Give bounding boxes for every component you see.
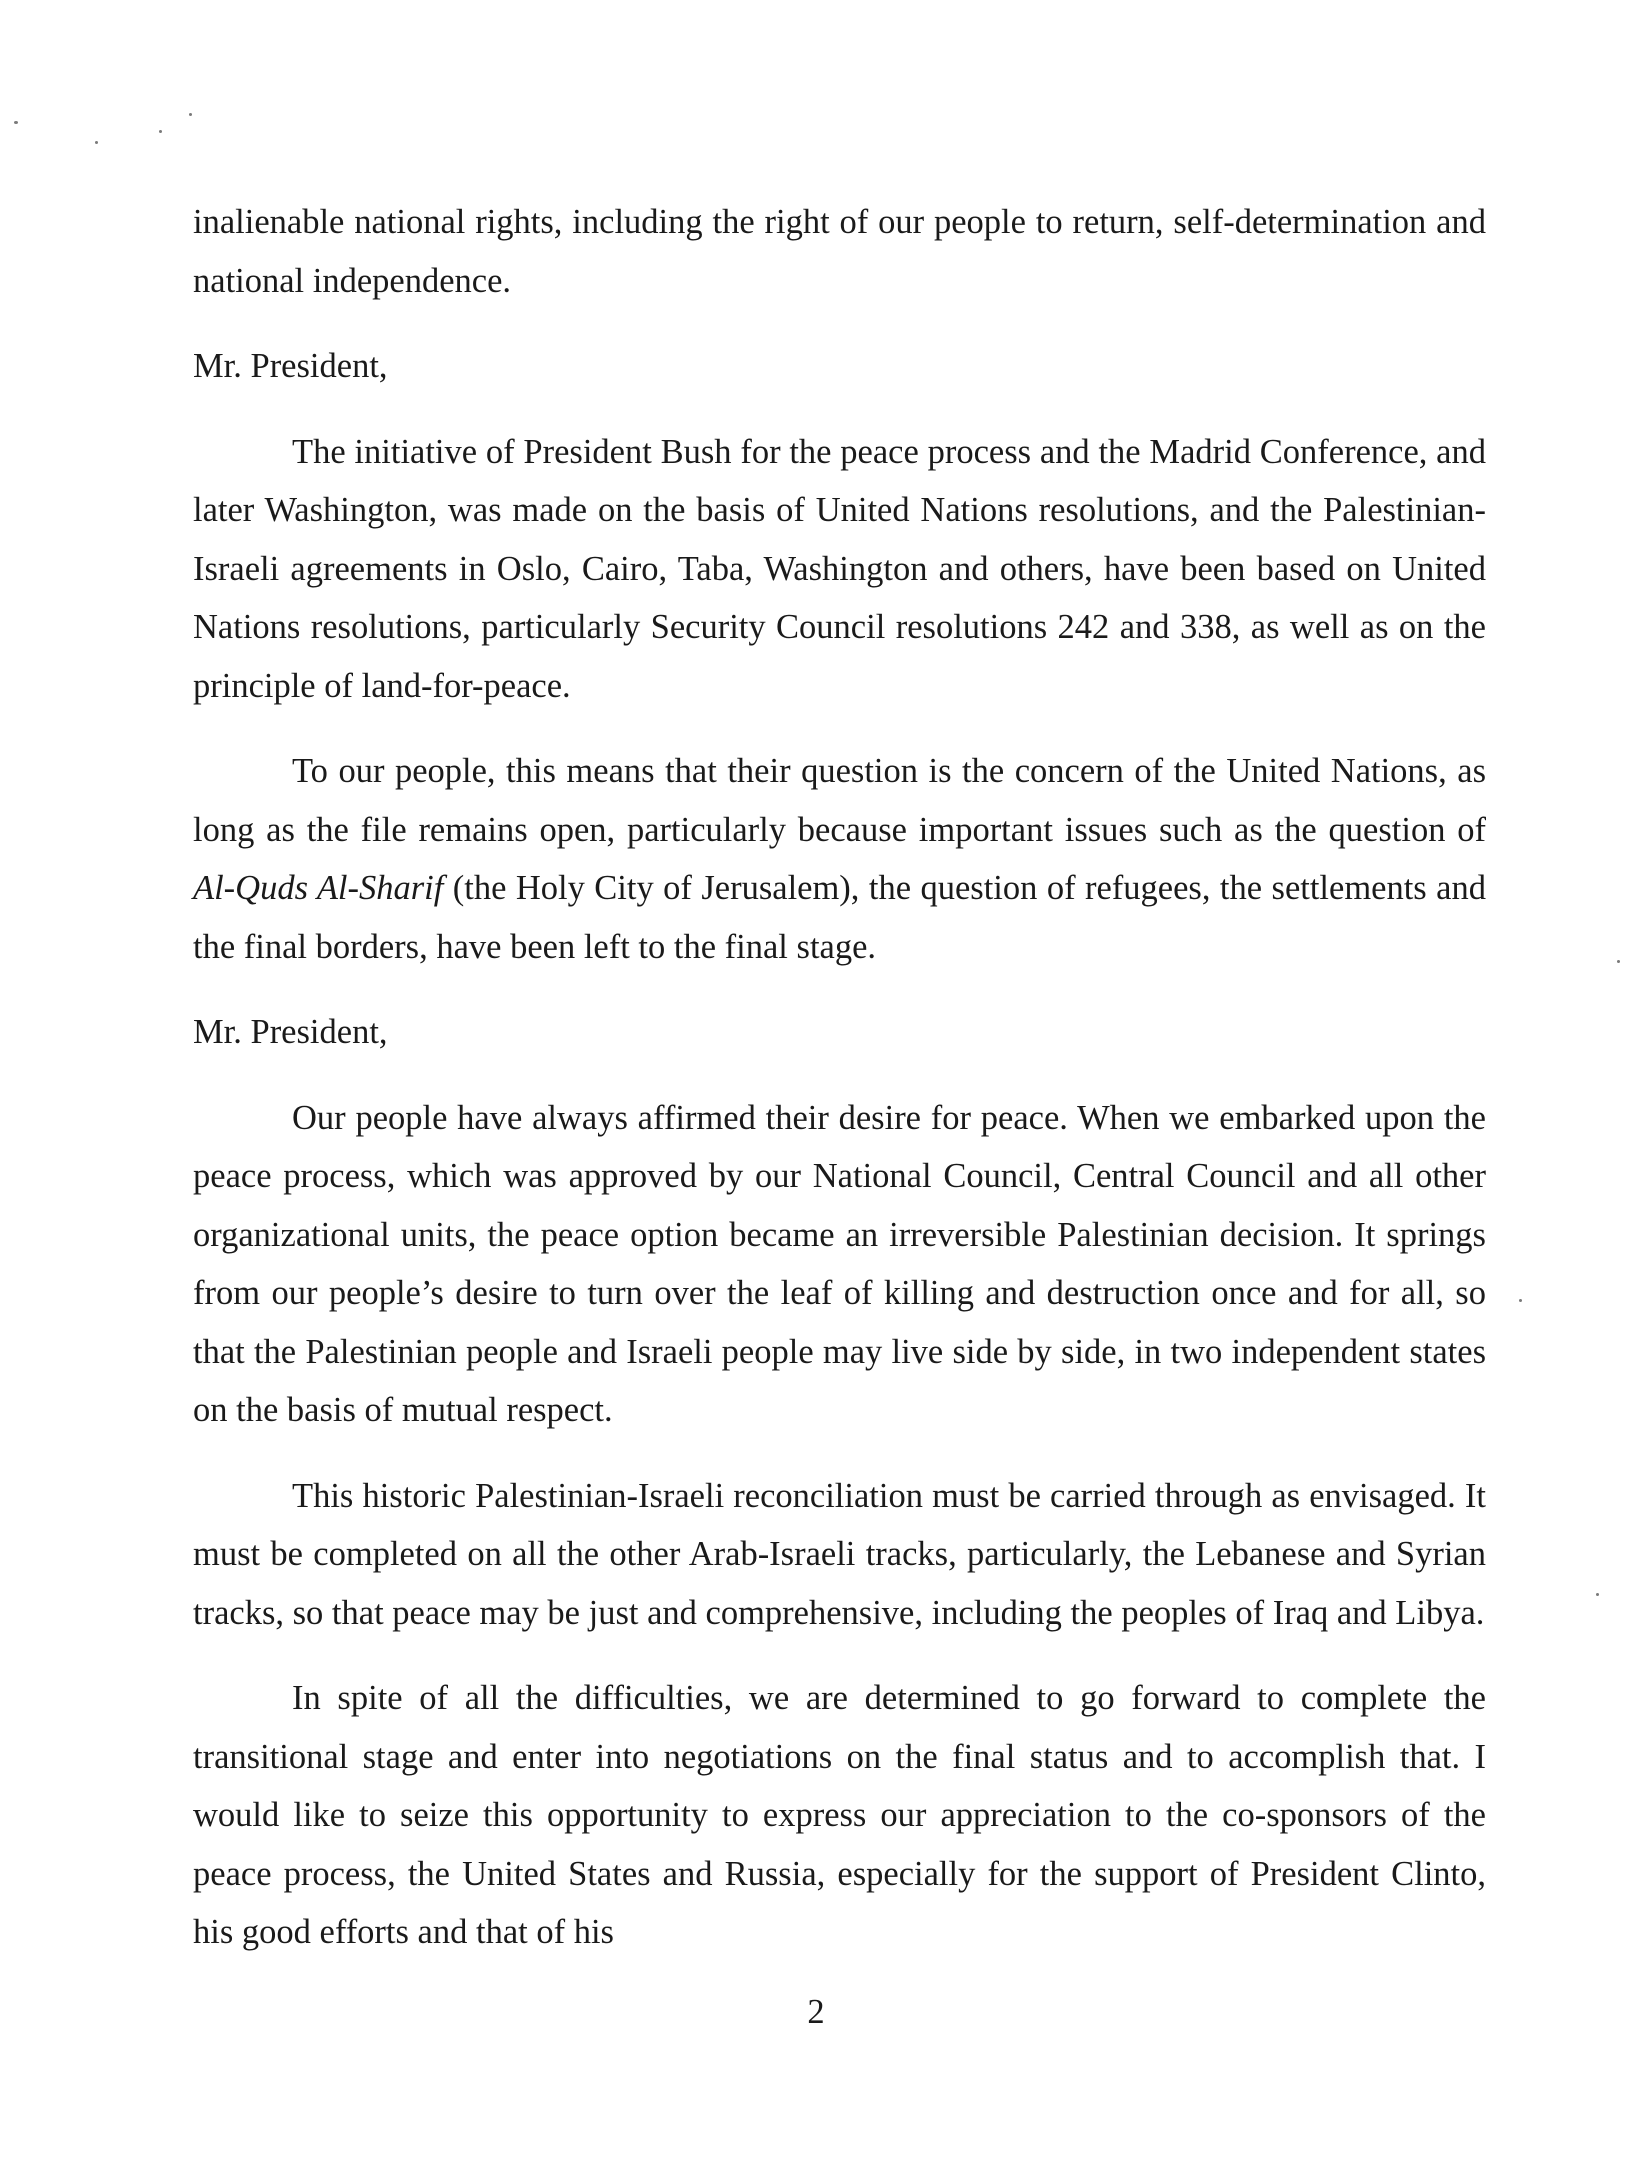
paragraph-united-nations-concern: [193, 742, 1486, 976]
scan-speck: [95, 141, 98, 144]
scan-speck: [1596, 1593, 1599, 1596]
salutation: Mr. President,: [193, 1013, 388, 1051]
scan-speck: [14, 121, 18, 124]
paragraph-text: (the Holy City of Jerusalem), the question of refugees, the settlements and the final borders, have been left to the final stage.: [193, 869, 1486, 966]
scan-speck: [1519, 1299, 1522, 1302]
scan-speck: [189, 113, 192, 116]
body-text: [193, 193, 1486, 1989]
paragraph-desire-for-peace: Our people have always affirmed their desire for peace. When we embarked upon the peace process, which was approved by our National Council, Central Council and all other organizational units, the peace option became an irreversible Palestinian decision. It springs from our people’s desire to turn over the leaf of killing and destruction once and for all, so that the Palestinian people and Israeli people may live side by side, in two independent states on the basis of mutual respect.: [193, 1098, 1486, 1429]
salutation: Mr. President,: [193, 347, 388, 385]
paragraph-difficulties: In spite of all the difficulties, we are determined to go forward to complete the transitional stage and enter into negotiations on the final status and to accomplish that. I would like to seize this opportunity to express our appreciation to the co-sponsors of the peace process, the United States and Russia, especially for the support of President Clinto, his good efforts and that of his: [193, 1679, 1486, 1951]
paragraph-reconciliation: This historic Palestinian-Israeli reconciliation must be carried through as envisaged. It must be completed on all the other Arab-Israeli tracks, particularly, the Lebanese and Syrian tracks, so that peace may be just and comprehensive, including the peoples of Iraq and Libya.: [193, 1476, 1486, 1632]
page-number: 2: [807, 1993, 825, 2031]
scan-speck: [159, 130, 162, 133]
paragraph-madrid-conference: The initiative of President Bush for the peace process and the Madrid Conference, and later Washington, was made on the basis of United Nations resolutions, and the Palestinian-Israeli agreements in Oslo, Cairo, Taba, Washington and others, have been based on United Nations resolutions, particularly Security Council resolutions 242 and 338, as well as on the principle of land-for-peace.: [193, 432, 1486, 705]
paragraph-text: To our people, this means that their question is the concern of the United Nations, as long as the file remains open, particularly because important issues such as the question of: [193, 752, 1486, 849]
paragraph-continuation: inalienable national rights, including the right of our people to return, self-determination and national independence.: [193, 203, 1486, 300]
scan-speck: [1617, 960, 1620, 963]
italic-term-al-quds: Al-Quds Al-Sharif: [193, 869, 444, 907]
